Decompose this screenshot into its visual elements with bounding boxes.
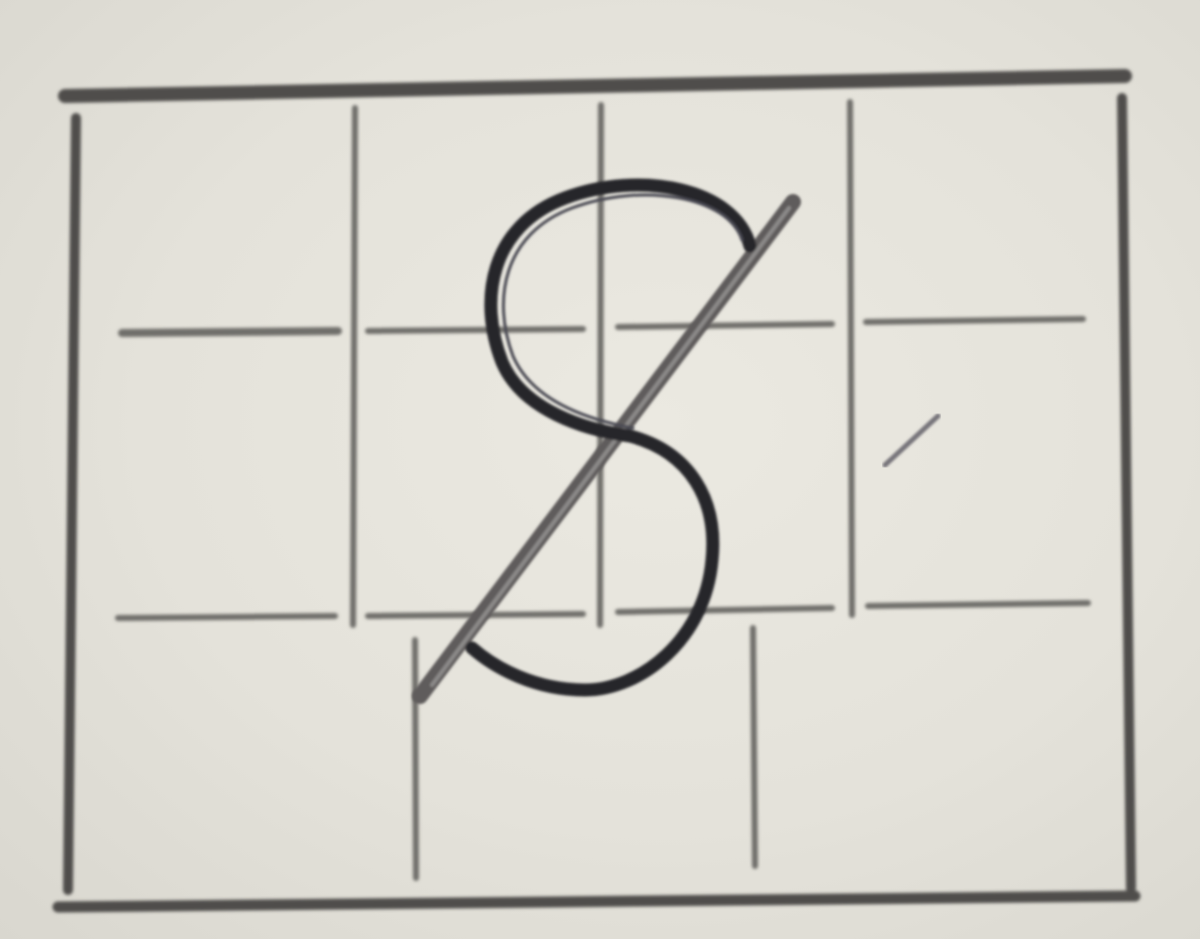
grid-hline-upper-4	[866, 319, 1083, 322]
frame-right	[1122, 98, 1131, 888]
letter-diagonal-highlight	[432, 208, 789, 685]
frame-top	[65, 76, 1125, 96]
grid-vline-lower-1	[415, 640, 416, 878]
grid-hline-lower-4	[868, 603, 1088, 606]
grid-hline-upper-1	[122, 331, 338, 333]
grid-hline-upper-2	[368, 329, 583, 331]
handwritten-letter	[420, 185, 793, 696]
grid-vline-1	[353, 108, 355, 625]
grid-vline-lower-2	[753, 628, 755, 866]
frame-left	[68, 118, 76, 890]
pencil-stray-mark	[885, 416, 938, 465]
grid-hline-upper-3	[618, 324, 832, 327]
grid-hline-lower-1	[118, 616, 335, 618]
frame-bottom	[58, 896, 1135, 907]
grid-hline-lower-3	[618, 608, 832, 612]
grid-vline-3	[850, 102, 852, 615]
